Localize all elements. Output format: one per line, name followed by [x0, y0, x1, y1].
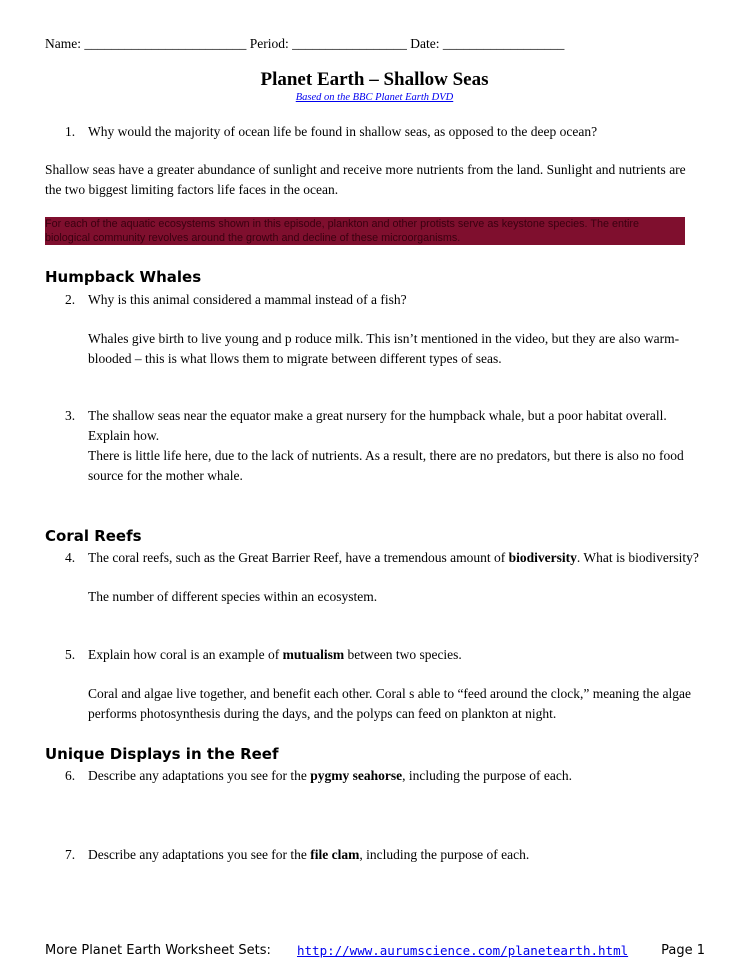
question-number: 2.: [65, 292, 76, 307]
footer-link[interactable]: http://www.aurumscience.com/planetearth.html: [297, 943, 629, 958]
section-heading-humpback: Humpback Whales: [45, 268, 202, 286]
question-text-b: , including the purpose of each.: [402, 768, 572, 783]
question-2: [65, 290, 705, 310]
footer-text: More Planet Earth Worksheet Sets:: [45, 943, 271, 958]
section-heading-coral: Coral Reefs: [45, 527, 142, 545]
key-term: pygmy seahorse: [310, 768, 403, 783]
question-number: 4.: [65, 550, 76, 565]
answer-2: Whales give birth to live young and p roduce milk. This isn’t mentioned in the video, but they are also warm-blooded – this is what llows them to migrate between different types of seas.: [88, 331, 680, 366]
question-text-a: The coral reefs, such as the Great Barrier Reef, have a tremendous amount of: [88, 550, 509, 565]
question-text: Why is this animal considered a mammal instead of a fish?: [88, 292, 407, 307]
question-text-a: Explain how coral is an example of: [88, 647, 283, 662]
question-text: The shallow seas near the equator make a great nursery for the humpback whale, but a poor habitat overall. Explain how.: [88, 408, 667, 443]
question-number: 1.: [65, 124, 76, 139]
page-title: Planet Earth – Shallow Seas: [260, 69, 489, 90]
answer-3: There is little life here, due to the lack of nutrients. As a result, there are no predators, but there is also no food source for the mother whale.: [88, 448, 684, 483]
question-number: 3.: [65, 408, 76, 423]
question-7: [65, 845, 705, 865]
question-text: [88, 845, 705, 865]
question-text: [88, 766, 705, 786]
question-text-b: between two species.: [344, 647, 462, 662]
question-text-a: Describe any adaptations you see for the: [88, 847, 311, 862]
question-3: [65, 406, 705, 446]
question-text-b: . What is biodiversity?: [576, 550, 699, 565]
period-label: Period:: [249, 36, 289, 51]
section-heading-unique: Unique Displays in the Reef: [45, 745, 279, 763]
name-blank: ________________________: [84, 36, 247, 51]
question-1: [65, 122, 705, 142]
question-text: Why would the majority of ocean life be found in shallow seas, as opposed to the deep ocean?: [88, 124, 598, 139]
question-number: 5.: [65, 647, 76, 662]
date-blank: __________________: [442, 36, 565, 51]
question-5: [65, 645, 705, 665]
header-fields: [45, 34, 564, 54]
answer-1: Shallow seas have a greater abundance of sunlight and receive more nutrients from the land. Sunlight and nutrients are the two biggest limiting factors life faces in the ocean.: [45, 162, 686, 197]
question-number: 6.: [65, 768, 76, 783]
subtitle-link[interactable]: Based on the BBC Planet Earth DVD: [295, 92, 454, 103]
name-label: Name:: [45, 36, 81, 51]
period-blank: _________________: [292, 36, 407, 51]
question-text: [88, 548, 705, 568]
answer-5: Coral and algae live together, and benefit each other. Coral s able to “feed around the clock,” meaning the algae performs photosynthesis during the days, and the polyps can feed on plankton at night.: [88, 686, 691, 721]
question-text-a: Describe any adaptations you see for the: [88, 768, 311, 783]
page-number: Page 1: [661, 943, 705, 958]
key-term: biodiversity: [508, 550, 577, 565]
highlighted-note: For each of the aquatic ecosystems shown in this episode, plankton and other protists serve as keystone species. The entire biological community revolves around the growth and decline of these microorganisms.: [45, 217, 685, 245]
question-4: [65, 548, 705, 568]
key-term: file clam: [310, 847, 360, 862]
question-number: 7.: [65, 847, 76, 862]
question-text-b: , including the purpose of each.: [359, 847, 530, 862]
question-6: [65, 766, 705, 786]
question-text: [88, 645, 705, 665]
date-label: Date:: [410, 36, 440, 51]
key-term: mutualism: [282, 647, 345, 662]
answer-4: The number of different species within an ecosystem.: [88, 589, 378, 604]
